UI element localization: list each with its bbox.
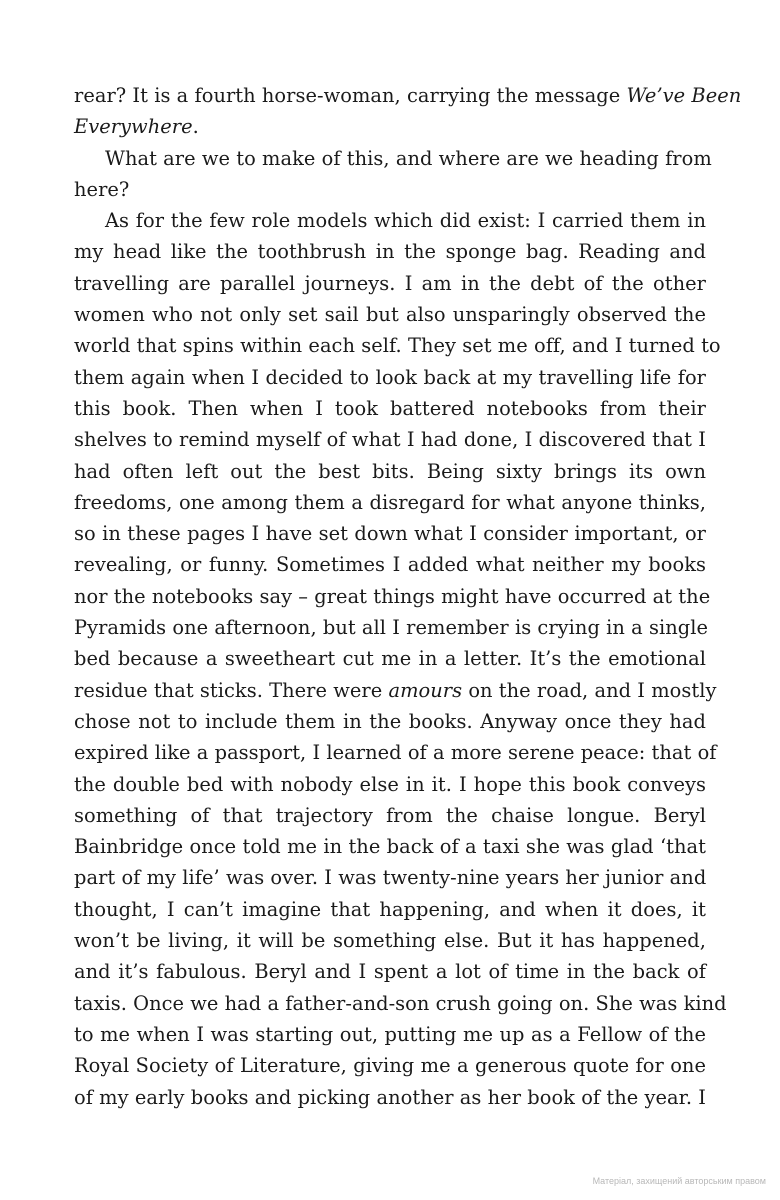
page-text [74, 80, 742, 1113]
text-segment: taxis. Once we had a father-and-son crush going on. She was kind [74, 991, 727, 1015]
text-line [74, 174, 706, 205]
text-segment: . [192, 115, 199, 139]
text-line [74, 236, 706, 267]
text-line [74, 205, 706, 236]
text-segment: nor the notebooks say – great things might have occurred at the [74, 584, 711, 608]
text-line [74, 424, 706, 455]
text-line [74, 800, 706, 831]
text-segment: residue that sticks. There were [74, 678, 389, 702]
text-segment: on the road, and I mostly [462, 678, 717, 702]
text-segment: won’t be living, it will be something else. But it has happened, [74, 929, 706, 953]
text-segment: of my early books and picking another as her book of the year. I [74, 1085, 706, 1109]
text-line [74, 612, 706, 643]
text-segment: As for the few role models which did exist: I carried them in [105, 209, 706, 233]
text-segment: Bainbridge once told me in the back of a taxi she was glad ‘that [74, 835, 706, 859]
text-segment: had often left out the best bits. Being sixty brings its own [74, 459, 706, 483]
text-segment: part of my life’ was over. I was twenty-nine years her junior and [74, 866, 707, 890]
text-segment: revealing, or funny. Sometimes I added what neither my books [74, 553, 706, 577]
text-line [74, 456, 706, 487]
text-segment: chose not to include them in the books. Anyway once they had [74, 709, 706, 733]
text-line [74, 111, 706, 142]
text-line [74, 80, 742, 111]
copyright-watermark: Матеріал, захищений авторським правом [592, 1176, 766, 1186]
text-line [74, 549, 706, 580]
italic-text: Everywhere [74, 115, 193, 139]
text-segment: rear? It is a fourth horse-woman, carrying the message [74, 84, 627, 107]
text-line [74, 1050, 706, 1081]
text-line [74, 675, 717, 706]
text-line [74, 737, 717, 768]
text-segment: thought, I can’t imagine that happening, and when it does, it [74, 897, 706, 921]
text-line [74, 925, 706, 956]
text-line [74, 831, 706, 862]
paragraph-p2 [74, 143, 712, 206]
text-line [74, 862, 706, 893]
text-segment: world that spins within each self. They set me off, and I turned to [74, 334, 721, 358]
text-line [74, 643, 706, 674]
text-line [74, 393, 706, 424]
text-line [74, 299, 706, 330]
text-line [74, 268, 706, 299]
text-segment: bed because a sweetheart cut me in a letter. It’s the emotional [74, 647, 706, 671]
paragraph-p1 [74, 80, 742, 143]
text-segment: something of that trajectory from the chaise longue. Beryl [74, 803, 706, 827]
text-segment: them again when I decided to look back at my travelling life for [74, 365, 706, 389]
text-segment: freedoms, one among them a disregard for what anyone thinks, [74, 490, 706, 514]
text-line [74, 1082, 706, 1113]
text-line [74, 1019, 706, 1050]
text-line [74, 518, 706, 549]
text-segment: to me when I was starting out, putting me up as a Fellow of the [74, 1022, 706, 1046]
text-line [74, 143, 712, 174]
text-segment: this book. Then when I took battered notebooks from their [74, 396, 706, 420]
text-segment: and it’s fabulous. Beryl and I spent a lot of time in the back of [74, 960, 706, 984]
text-line [74, 487, 706, 518]
text-segment: so in these pages I have set down what I consider important, or [74, 522, 706, 546]
text-line [74, 769, 706, 800]
italic-text: We’ve Been [626, 84, 742, 107]
text-segment: Pyramids one afternoon, but all I remember is crying in a single [74, 616, 708, 640]
text-line [74, 706, 706, 737]
text-line [74, 362, 706, 393]
text-segment: my head like the toothbrush in the sponge bag. Reading and [74, 240, 706, 264]
text-segment: women who not only set sail but also unsparingly observed the [74, 303, 706, 327]
text-segment: travelling are parallel journeys. I am in the debt of the other [74, 271, 706, 295]
text-segment: What are we to make of this, and where are we heading from [105, 146, 712, 170]
text-segment: expired like a passport, I learned of a more serene peace: that of [74, 741, 717, 765]
text-line [74, 581, 711, 612]
text-line [74, 894, 706, 925]
text-segment: Royal Society of Literature, giving me a generous quote for one [74, 1054, 706, 1078]
text-line [74, 988, 727, 1019]
text-line [74, 956, 706, 987]
text-segment: shelves to remind myself of what I had done, I discovered that I [74, 428, 706, 452]
italic-text: amours [388, 678, 463, 702]
text-segment: the double bed with nobody else in it. I hope this book conveys [74, 772, 706, 796]
text-segment: here? [74, 177, 130, 201]
text-line [74, 330, 721, 361]
paragraph-p3 [74, 205, 727, 1113]
